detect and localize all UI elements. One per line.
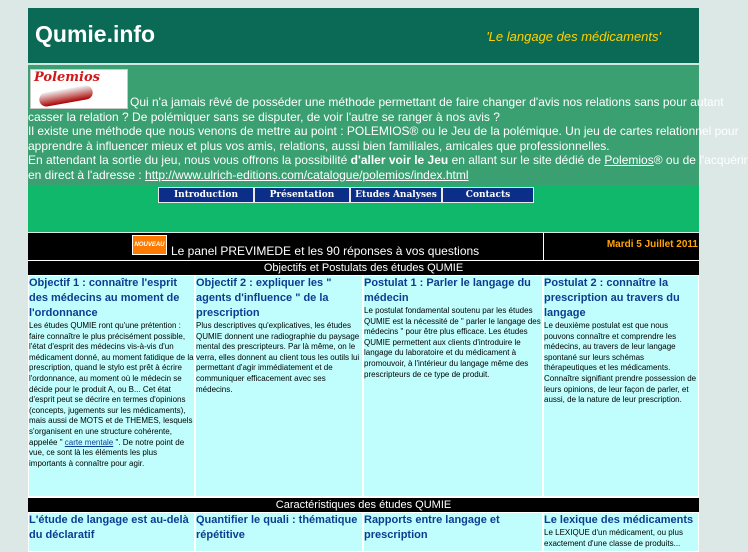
intro-line-text: en direct à l'adresse :	[28, 167, 142, 182]
section-title: Objectifs et Postulats des études QUMIE	[28, 260, 699, 275]
intro-line-text: ® ou de l'acquérir	[653, 153, 748, 167]
intro-line: casser la relation ? De polémiquer sans se disputer, de voir l'autre se ranger à nos avis ?	[28, 109, 500, 124]
card-caracteristique-3	[363, 512, 543, 552]
card-heading: L'étude de langage est au-delà du déclaratif	[29, 514, 189, 541]
card-objectif-1	[28, 275, 195, 497]
menu-item-introduction[interactable]: Introduction	[158, 187, 254, 203]
card-heading: Le lexique des médicaments	[544, 514, 694, 526]
tagline: 'Le langage des médicaments'	[486, 29, 661, 44]
divider	[543, 233, 544, 260]
new-badge-icon: NOUVEAU	[132, 235, 167, 255]
objectives-row	[28, 275, 699, 497]
news-title[interactable]: Le panel PREVIMEDE et les 90 réponses à vos questions	[171, 244, 480, 258]
intro-line: Qui n'a jamais rêvé de posséder une méthode permettant de faire changer d'avis nos relations sans pour autant	[130, 95, 724, 109]
card-caracteristique-4	[543, 512, 699, 552]
card-heading: Objectif 1 : connaître l'esprit des médecins au moment de l'ordonnance	[29, 277, 180, 319]
card-heading: Postulat 2 : connaître la prescription au travers du langage	[544, 277, 680, 319]
intro-line-text: en allant sur le site dédié de	[451, 153, 602, 167]
characteristics-row	[28, 512, 699, 552]
card-text: Le deuxième postulat est que nous pouvons connaître et comprendre les médecins, au travers de leur langage spontané sur leurs schémas thérapeutiques et les médicaments. Connaître signifiant prendre possession de leurs opinions, de leur façon de parler, et aussi, de la nature de leur prescription.	[544, 321, 697, 405]
intro-panel	[28, 65, 748, 185]
intro-line: apprendre à influencer mieux et plus vos amis, relations, aussi bien familiales, amicales que professionnelles.	[28, 138, 610, 153]
card-heading: Rapports entre langage et prescription	[364, 514, 500, 541]
intro-emphasis: d'aller voir le Jeu	[350, 153, 449, 167]
menu-item-presentation[interactable]: Présentation	[254, 187, 350, 203]
card-postulat-2	[543, 275, 699, 497]
card-caracteristique-2	[195, 512, 363, 552]
nav-band	[28, 185, 699, 232]
carte-mentale-link[interactable]: carte mentale	[64, 437, 114, 447]
card-heading: Postulat 1 : Parler le langage du médecin	[364, 277, 531, 304]
polemios-link[interactable]: Polemios	[604, 153, 654, 167]
intro-line-6	[28, 168, 699, 183]
card-text: Le LEXIQUE d'un médicament, ou plus exactement d'une classe de produits...	[544, 528, 683, 548]
card-text: Le postulat fondamental soutenu par les études QUMIE est la nécessité de " parler le langage des médecins " pour être plus efficace. Les études QUMIE permettent aux clients d'introduire le langage du laboratoire et du médicament à promouvoir, à l'intérieur du langage même des prescripteurs de ce type de produit.	[364, 306, 541, 379]
intro-line: Il existe une méthode que nous venons de mettre au point : POLEMIOS® ou le Jeu de la polémique. Un jeu de cartes relationnel pour	[28, 124, 739, 138]
card-postulat-1	[363, 275, 543, 497]
page	[28, 8, 748, 548]
site-header	[28, 8, 699, 65]
news-date: Mardi 5 Juillet 2011	[606, 239, 698, 250]
intro-line-text: En attendant la sortie du jeu, nous vous offrons la possibilité	[28, 153, 348, 167]
card-objectif-2	[195, 275, 363, 497]
section-title: Caractéristiques des études QUMIE	[28, 497, 699, 512]
news-bar	[28, 233, 699, 260]
site-title[interactable]: Qumie.info	[35, 21, 156, 47]
card-heading: Quantifier le quali : thématique répétitive	[196, 514, 358, 541]
menu-item-contacts[interactable]: Contacts	[442, 187, 534, 203]
menu-item-etudes-analyses[interactable]: Etudes Analyses	[350, 187, 442, 203]
card-caracteristique-1	[28, 512, 195, 552]
catalogue-url-link[interactable]: http://www.ulrich-editions.com/catalogue/polemios/index.html	[145, 167, 469, 182]
main-menu	[158, 187, 534, 203]
card-text: Plus descriptives qu'explicatives, les études QUMIE donnent une radiographie du paysage mental des prescripteurs. Par là même, on le verra, elles donnent au client tous les outils lui permettant d'agir immédiatement et de communiquer efficacement avec ses médecins.	[196, 321, 360, 394]
card-heading: Objectif 2 : expliquer les " agents d'influence " de la prescription	[196, 277, 332, 319]
intro-text	[28, 95, 748, 182]
card-text: Les études QUMIE ront qu'une prétention : faire connaître le plus précisément possible, l'état d'esprit des médecins vis-à-vis d'un médicament donné, au moment fatidique de la prescription, quand le stylo est prêt à écrire l'ordonnance, au moment où le médecin se décide pour le produit A, ou B... Cet état d'esprit peut se décrire en termes d'opinions (concepts, jugements sur les médicaments), mais aussi de MOTS et de THEMES, lesquels s'organisent en une structure cohérente, appelée " carte mentale ". De notre point de vue, ce sont là les éléments les plus importants à connaître pour agir.	[29, 321, 194, 468]
logo-text: Polemios	[34, 70, 100, 85]
intro-line-5	[28, 153, 748, 168]
